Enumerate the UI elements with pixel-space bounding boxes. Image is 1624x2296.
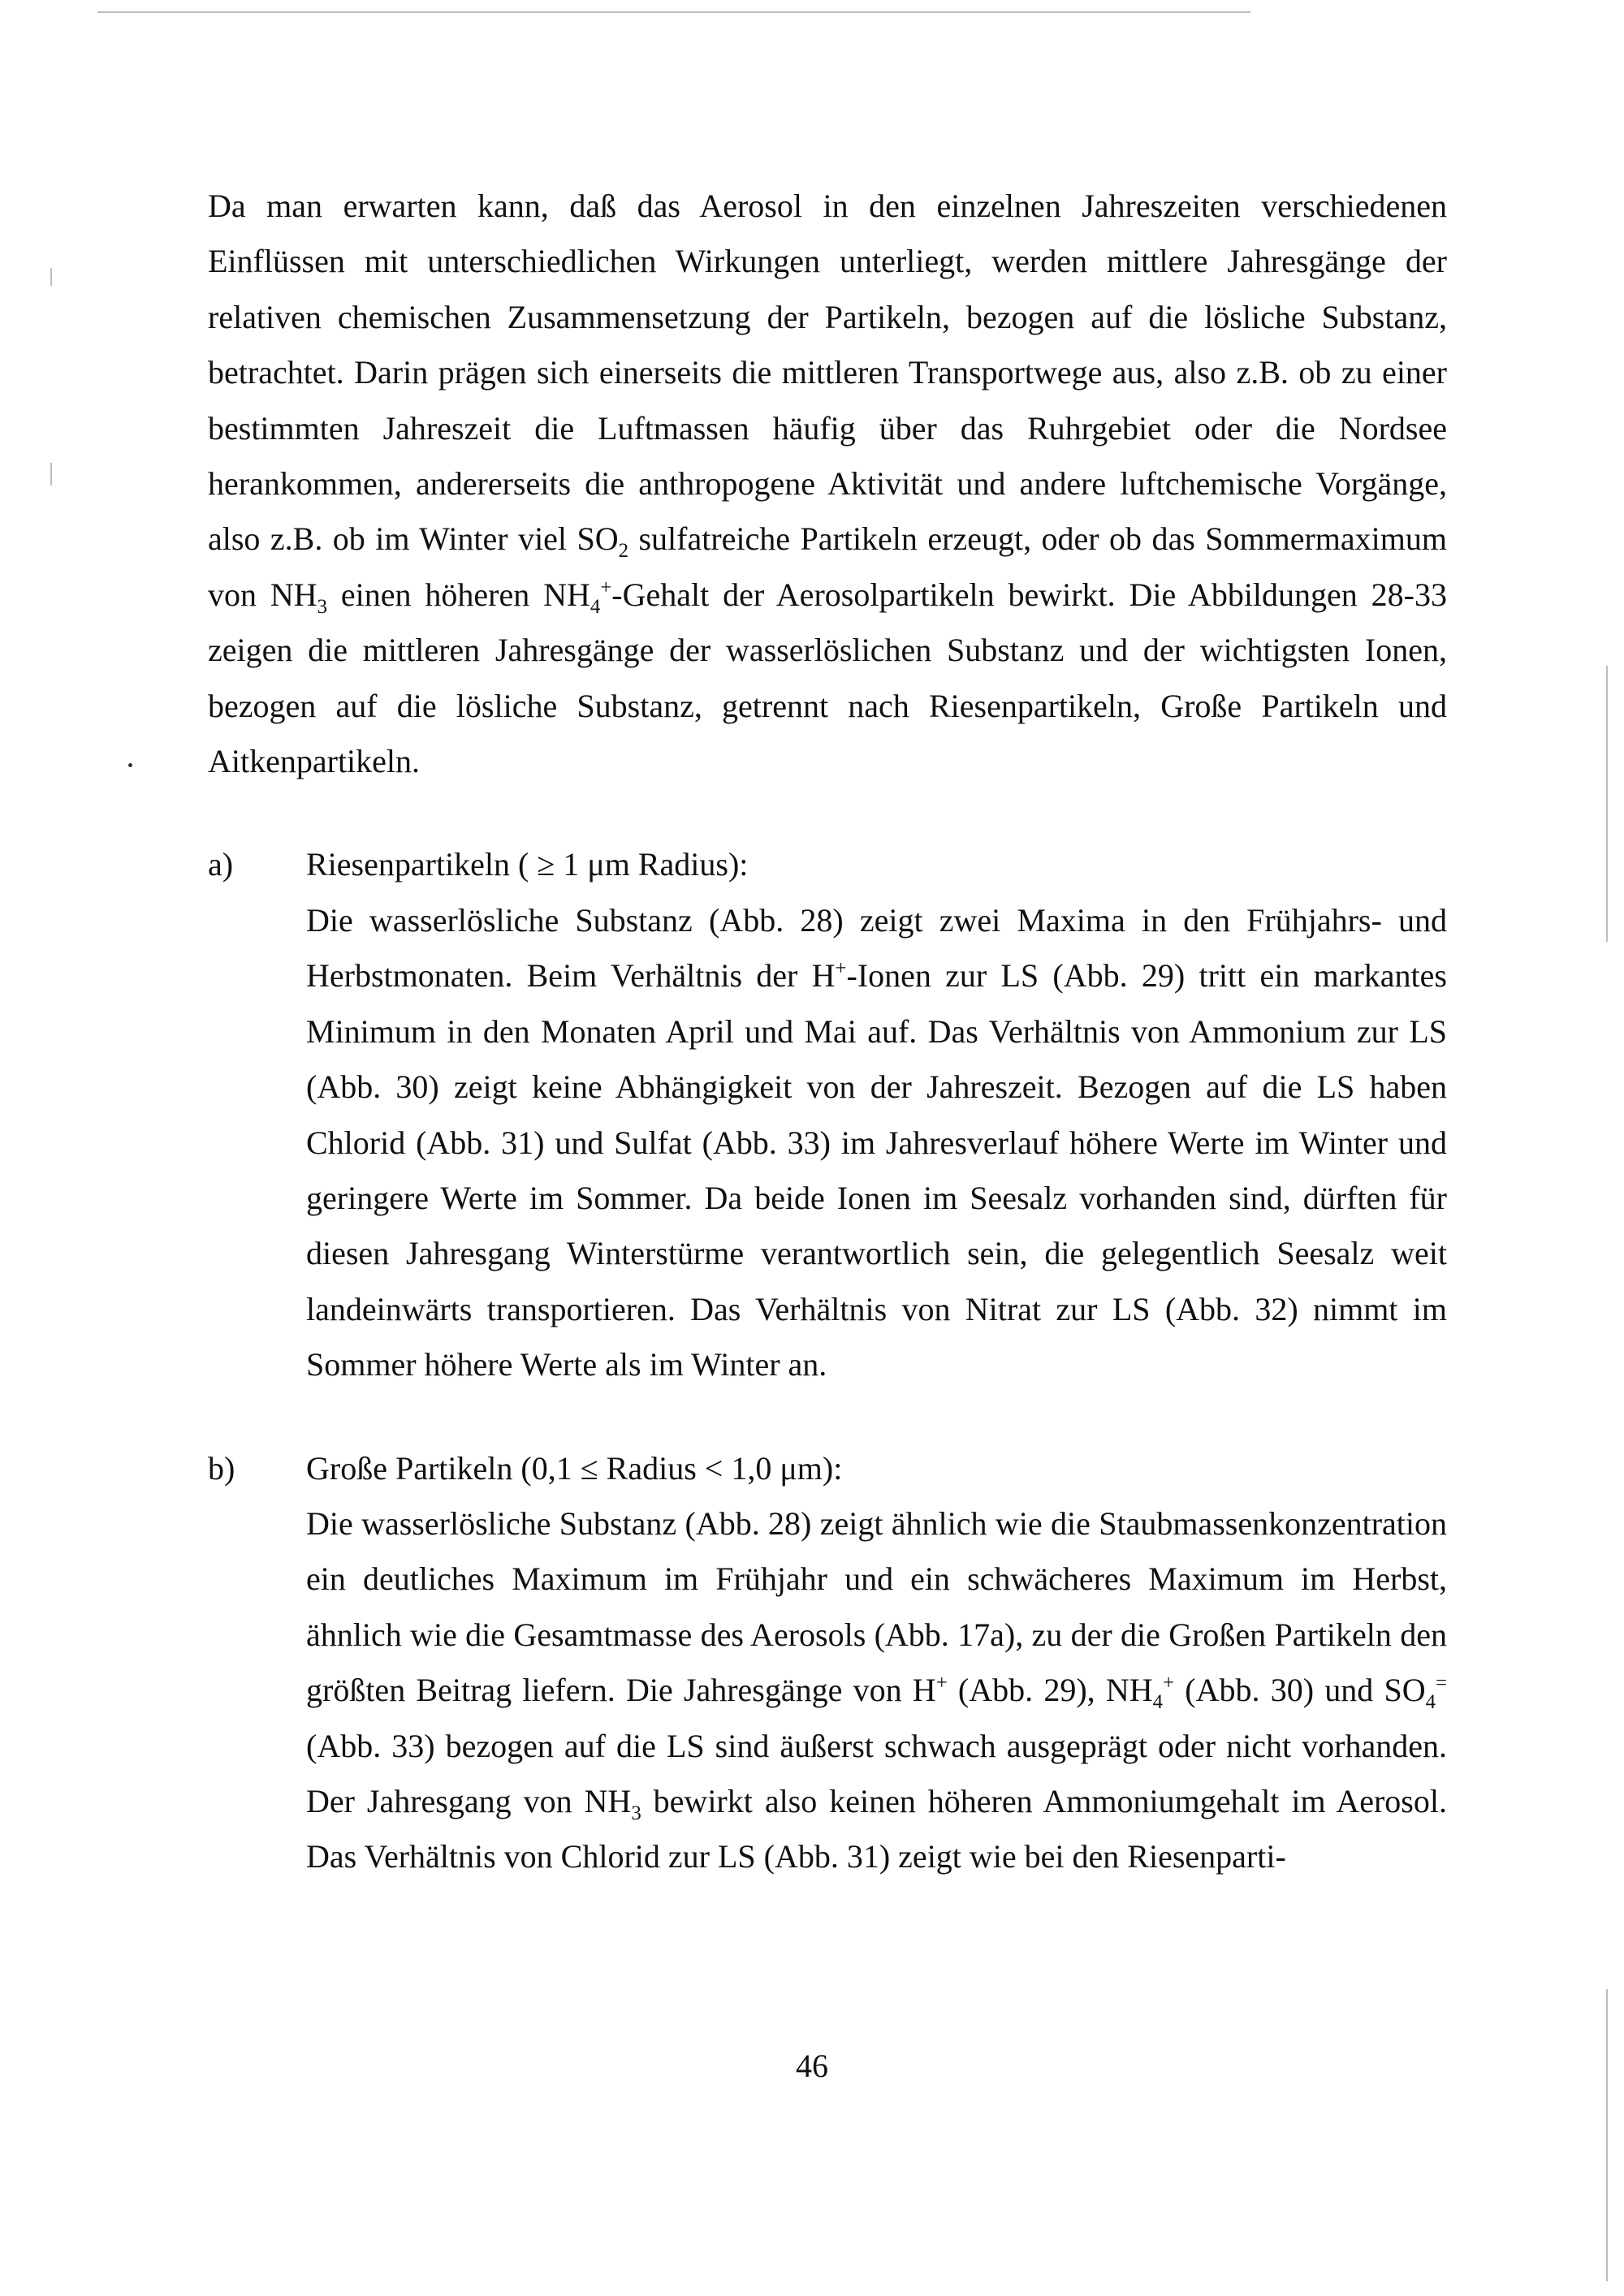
scan-margin-mark [1606,1989,1608,2281]
scan-speck [128,763,132,767]
scan-margin-mark [50,268,52,286]
scan-margin-mark [50,463,52,486]
section-b-marker: b) [208,1449,235,1487]
section-b-body [306,1441,1447,1885]
section-a-body [306,837,1447,1392]
section-a-marker: a) [208,846,234,883]
intro-paragraph: Da man erwarten kann, daß das Aerosol in den einzelnen Jahreszeiten verschiedenen Einflüssen mit unterschiedlichen Wirkungen unterliegt, werden mittlere Jahresgänge der relativen chemischen Zusammensetzung der Partikeln, bezogen auf die lösliche Substanz, betrachtet. Darin prägen sich einerseits die mittleren Transportwege aus, also z.B. ob zu einer bestimmten Jahreszeit die Luftmassen häufig über das Ruhrgebiet oder die Nordsee herankommen, andererseits die anthropogene Aktivität und andere luftchemische Vorgänge, also z.B. ob im Winter viel $SO_2$ sulfatreiche Partikeln erzeugt, oder ob das Sommermaximum von $NH_3$ einen höheren $NH_4^+$-Gehalt der Aerosolpartikeln bewirkt. Die Abbildungen 28-33 zeigen die mittleren Jahresgänge der wasserlöslichen Substanz und der wichtigsten Ionen, bezogen auf die lösliche Substanz, getrennt nach Riesenpartikeln, Große Partikeln und Aitkenpartikeln. [208,188,1448,780]
section-b [208,1441,1447,1885]
page-content [208,179,1447,1885]
section-b-paragraph: Die wasserlösliche Substanz (Abb. 28) zeigt ähnlich wie die Staubmassenkonzentration ein deutliches Maximum im Frühjahr und ein schwächeres Maximum im Herbst, ähnlich wie die Gesamtmasse des Aerosols (Abb. 17a), zu der die Großen Partikeln den größten Beitrag liefern. Die Jahresgänge von H+ (Abb. 29), $NH_4^+$ (Abb. 30) und $SO_4^=$ (Abb. 33) bezogen auf die LS sind äußerst schwach ausgeprägt oder nicht vorhanden. Der Jahresgang von $NH_3$ bewirkt also keinen höheren Ammoniumgehalt im Aerosol. Das Verhältnis von Chlorid zur LS (Abb. 31) zeigt wie bei den Riesenparti- [306,1504,1447,1875]
scan-edge-line [97,11,1250,13]
section-a [208,837,1447,1392]
page-number: 46 [796,2048,828,2084]
section-a-paragraph: Die wasserlösliche Substanz (Abb. 28) zeigt zwei Maxima in den Frühjahrs- und Herbstmonaten. Beim Verhältnis der H+-Ionen zur LS (Abb. 29) tritt ein markantes Minimum in den Monaten April und Mai auf. Das Verhältnis von Ammonium zur LS (Abb. 30) zeigt keine Abhängigkeit von der Jahreszeit. Bezogen auf die LS haben Chlorid (Abb. 31) und Sulfat (Abb. 33) im Jahresverlauf höhere Werte im Winter und geringere Werte im Sommer. Da beide Ionen im Seesalz vorhanden sind, dürften für diesen Jahresgang Winterstürme verantwortlich sein, die gelegentlich Seesalz weit landeinwärts transportieren. Das Verhältnis von Nitrat zur LS (Abb. 32) nimmt im Sommer höhere Werte als im Winter an. [306,901,1447,1383]
scan-margin-mark [1606,666,1608,942]
section-a-heading: Riesenpartikeln ( ≥ 1 μm Radius): [306,846,749,883]
section-b-heading: Große Partikeln (0,1 ≤ Radius < 1,0 μm): [306,1449,843,1487]
